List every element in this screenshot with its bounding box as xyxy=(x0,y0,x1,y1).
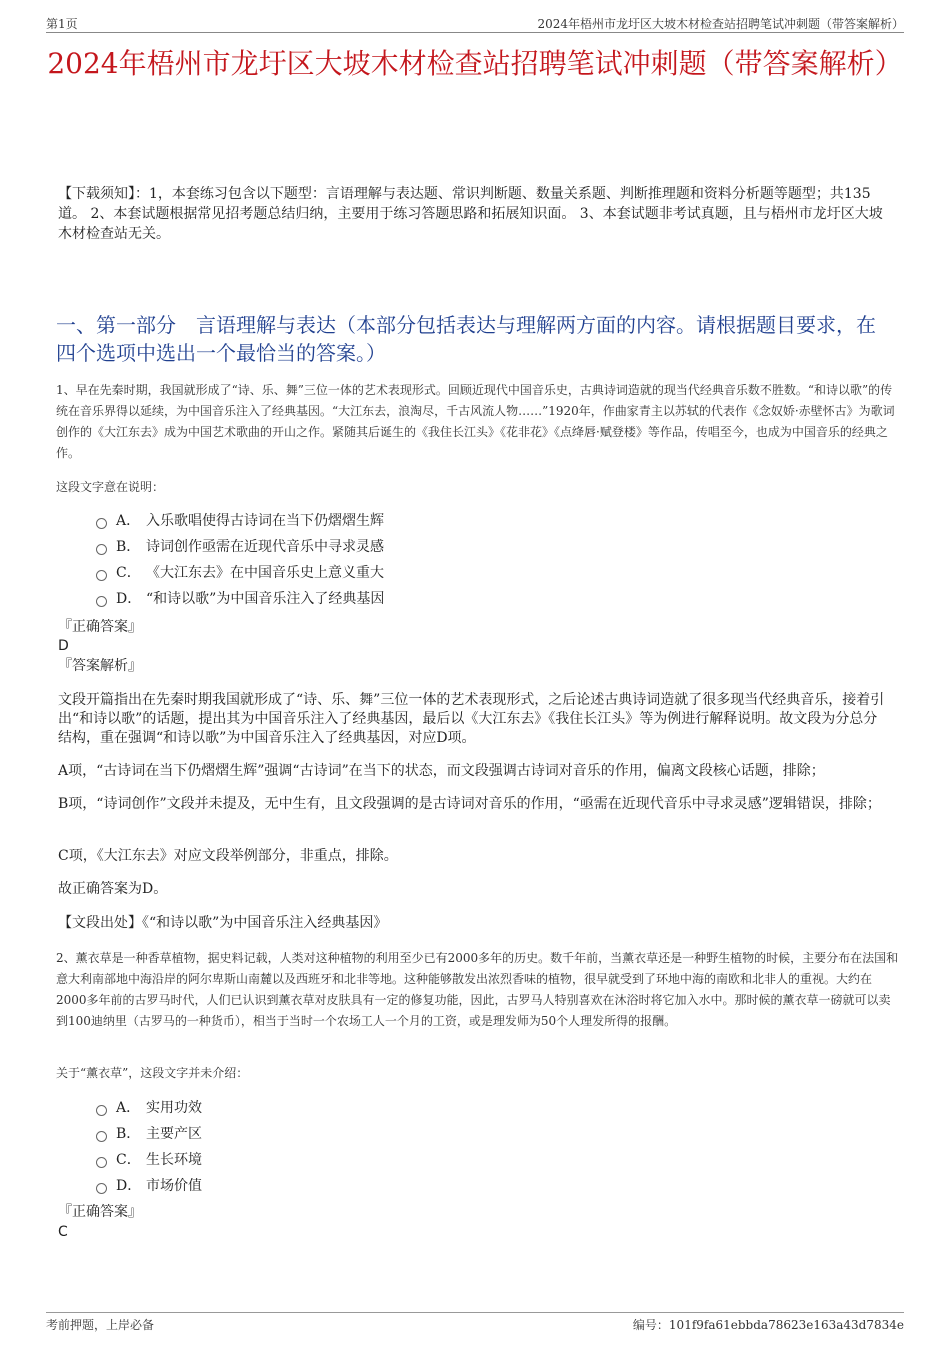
option-letter: A． xyxy=(116,513,141,529)
analysis-paragraph: A项，“古诗词在当下仍熠熠生辉”强调“古诗词”在当下的状态，而文段强调古诗词对音乐的作用，偏离文段核心话题，排除； xyxy=(58,763,825,779)
option-letter: A． xyxy=(116,1100,141,1116)
option-a[interactable] xyxy=(96,508,384,534)
option-letter: D． xyxy=(116,1178,142,1194)
option-text: 《大江东去》在中国音乐史上意义重大 xyxy=(146,565,384,581)
option-letter: B． xyxy=(116,539,141,555)
option-text: 生长环境 xyxy=(146,1152,202,1168)
radio-icon[interactable] xyxy=(96,544,107,555)
question-1-text: 1、早在先秦时期，我国就形成了“诗、乐、舞”三位一体的艺术表现形式。回顾近现代中国音乐史，古典诗词造就的现当代经典音乐数不胜数。“和诗以歌”的传统在音乐界得以延续，为中国音乐注入了经典基因。“大江东去，浪淘尽，千古风流人物……”1920年，作曲家青主以苏轼的代表作《念奴娇·赤壁怀古》为歌词创作的《大江东去》成为中国艺术歌曲的开山之作。紧随其后诞生的《我住长江头》《花非花》《点绛唇·赋登楼》等作品，传唱至今，也成为中国音乐的经典之作。 xyxy=(56,383,895,460)
option-letter: D． xyxy=(116,591,142,607)
document-title: 2024年梧州市龙圩区大坡木材检查站招聘笔试冲刺题（带答案解析） xyxy=(47,47,903,80)
radio-icon[interactable] xyxy=(96,1131,107,1142)
running-title: 2024年梧州市龙圩区大坡木材检查站招聘笔试冲刺题（带答案解析） xyxy=(537,17,904,31)
analysis-paragraph: 文段开篇指出在先秦时期我国就形成了“诗、乐、舞”三位一体的艺术表现形式，之后论述古典诗词造就了很多现当代经典音乐，接着引出“和诗以歌”的话题，提出其为中国音乐注入了经典基因，最后以《大江东去》《我住长江头》等为例进行解释说明。故文段为分总分结构，重在强调“和诗以歌”为中国音乐注入了经典基因，对应D项。 xyxy=(58,692,885,746)
question-1-prompt: 这段文字意在说明： xyxy=(56,480,165,494)
question-1-source: 【文段出处】《“和诗以歌”为中国音乐注入经典基因》 xyxy=(58,915,388,931)
option-letter: C． xyxy=(116,565,141,581)
page-header xyxy=(46,14,904,33)
option-text: 主要产区 xyxy=(146,1126,202,1142)
analysis-conclusion: 故正确答案为D。 xyxy=(58,881,168,897)
option-letter: B． xyxy=(116,1126,141,1142)
option-text: “和诗以歌”为中国音乐注入了经典基因 xyxy=(146,591,385,607)
page-number: 第1页 xyxy=(46,17,78,31)
option-d[interactable] xyxy=(96,586,384,612)
radio-icon[interactable] xyxy=(96,1105,107,1116)
question-2-answer: C xyxy=(58,1224,68,1240)
option-b[interactable] xyxy=(96,534,384,560)
option-b[interactable] xyxy=(96,1121,202,1147)
radio-icon[interactable] xyxy=(96,570,107,581)
radio-icon[interactable] xyxy=(96,518,107,529)
question-1-answer-label: 『正确答案』 xyxy=(58,619,142,635)
option-text: 实用功效 xyxy=(146,1100,202,1116)
option-text: 市场价值 xyxy=(146,1178,202,1194)
radio-icon[interactable] xyxy=(96,1183,107,1194)
analysis-paragraph: C项，《大江东去》对应文段举例部分，非重点，排除。 xyxy=(58,848,398,864)
radio-icon[interactable] xyxy=(96,1157,107,1168)
option-letter: C． xyxy=(116,1152,141,1168)
question-2-text: 2、薰衣草是一种香草植物，据史料记载，人类对这种植物的利用至少已有2000多年的历史。数千年前，当薰衣草还是一种野生植物的时候，主要分布在法国和意大利南部地中海沿岸的阿尔卑斯山南麓以及西班牙和北非等地。这种能够散发出浓烈香味的植物，很早就受到了环地中海的南欧和北非人的重视。大约在2000多年前的古罗马时代，人们已认识到薰衣草对皮肤具有一定的修复功能，因此，古罗马人特别喜欢在沐浴时将它加入水中。那时候的薰衣草一磅就可以卖到100迪纳里（古罗马的一种货币），相当于当时一个农场工人一个月的工资，或是理发师为50个人理发所得的报酬。 xyxy=(56,951,899,1028)
question-1-answer: D xyxy=(58,638,69,654)
footer-slogan: 考前押题，上岸必备 xyxy=(46,1318,155,1332)
question-2-prompt: 关于“薰衣草”，这段文字并未介绍： xyxy=(56,1066,249,1080)
option-text: 入乐歌唱使得古诗词在当下仍熠熠生辉 xyxy=(146,513,384,529)
analysis-paragraph: B项，“诗词创作”文段并未提及，无中生有，且文段强调的是古诗词对音乐的作用，“亟需在近现代音乐中寻求灵感”逻辑错误，排除； xyxy=(58,796,881,812)
option-c[interactable] xyxy=(96,1147,202,1173)
option-c[interactable] xyxy=(96,560,384,586)
page-footer xyxy=(46,1312,904,1335)
option-text: 诗词创作亟需在近现代音乐中寻求灵感 xyxy=(146,539,384,555)
option-d[interactable] xyxy=(96,1173,202,1199)
section-heading: 一、第一部分 言语理解与表达（本部分包括表达与理解两方面的内容。请根据题目要求，在四个选项中选出一个最恰当的答案。） xyxy=(56,313,876,365)
question-1-options xyxy=(96,508,384,612)
option-a[interactable] xyxy=(96,1095,202,1121)
question-1-analysis-label: 『答案解析』 xyxy=(58,658,142,674)
question-2-options xyxy=(96,1095,202,1199)
footer-document-id: 编号：101f9fa61ebbda78623e163a43d7834e xyxy=(632,1318,904,1332)
radio-icon[interactable] xyxy=(96,596,107,607)
question-2-answer-label: 『正确答案』 xyxy=(58,1204,142,1220)
download-notice: 【下载须知】：1，本套练习包含以下题型：言语理解与表达题、常识判断题、数量关系题、判断推理题和资料分析题等题型；共135道。 2、本套试题根据常见招考题总结归纳，主要用于练习答题思路和拓展知识面。 3、本套试题非考试真题，且与梧州市龙圩区大坡木材检查站无关。 xyxy=(58,186,883,242)
